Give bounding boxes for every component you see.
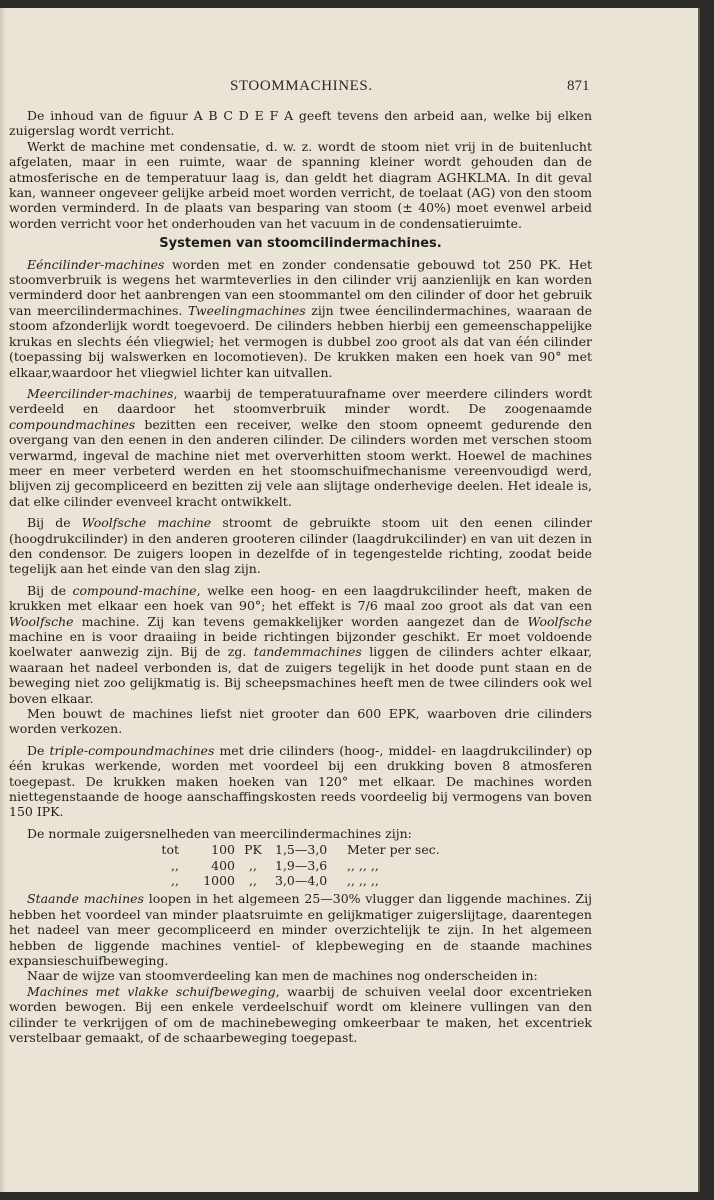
row-power: 400 bbox=[211, 857, 235, 873]
row-prefix: ,, bbox=[171, 857, 179, 873]
text-run: stroomt de gebruikte stoom uit den eenen cilinder (hoogdrukcilinder) in den anderen grooteren cilinder (laagdrukcilinder) en van uit dezen in den condensor. De zuigers loopen in dezelfde of in tegengestelde richting, zoodat beide tegelijk aan het einde van den slag zijn. bbox=[9, 515, 593, 577]
table-row bbox=[9, 858, 592, 873]
paragraph-figure-work: De inhoud van de figuur A B C D E F A geeft tevens den arbeid aan, welke bij elken zuigerslag wordt verricht. bbox=[9, 108, 592, 139]
page-number: 871 bbox=[567, 78, 590, 94]
text-run: machine. Zij kan tevens gemakkelijker worden aangezet dan de bbox=[73, 613, 528, 629]
page-gutter bbox=[0, 8, 6, 1192]
text-run: machine en is voor draaiing in beide richtingen bijzonder geschikt. Er moet voldoende koelwater aanwezig zijn. Bij de zg. bbox=[9, 629, 592, 660]
row-suffix: Meter per sec. bbox=[347, 842, 440, 858]
paragraph-size: Men bouwt de machines liefst niet grooter dan 600 EPK, waarboven drie cilinders worden verkozen. bbox=[9, 706, 592, 737]
text-run: , waarbij de schuiven veelal door excentrieken worden bewogen. Bij een enkele verdeelschuif wordt om kleinere vullingen van den cilinder te verkrijgen of om de machinebeweging omkeerbaar te maken, het excentriek verstelbaar gemaakt, of de schaarbeweging toegepast. bbox=[9, 983, 592, 1046]
text-run: De bbox=[27, 742, 50, 758]
term-woolfsche: Woolfsche bbox=[9, 613, 74, 629]
paragraph-single-cylinder bbox=[9, 257, 592, 380]
paragraph-triple bbox=[9, 743, 592, 820]
term-triple: triple-compoundmachines bbox=[49, 742, 215, 758]
term-multi-cylinder: Meercilinder-machines bbox=[27, 385, 174, 401]
text-run: zijn twee éencilindermachines, waaraan de stoom afzonderlijk wordt toegevoerd. De cilinders hebben hierbij een gemeenschappelijke krukas en slechts één vliegwiel; het vermogen is dubbel zoo groot als dat van één cilinder (toepassing bij walswerken en locomotieven). De krukken maken een hoek van 90° met elkaar,waardoor het vliegwiel lichter kan uitvallen. bbox=[9, 302, 592, 380]
term-compound-machine: compound-machine bbox=[72, 582, 197, 598]
term-compound: compoundmachines bbox=[9, 416, 136, 432]
term-woolf: Woolfsche machine bbox=[81, 515, 212, 531]
term-single-cylinder: Eéncilinder-machines bbox=[27, 256, 165, 272]
row-range: 3,0—4,0 bbox=[275, 873, 328, 889]
text-run: met drie cilinders (hoog-, middel- en laagdrukcilinder) op één krukas werkende, worden met voordeel bij een drukking boven 8 atmosferen toegepast. De krukken maken hoeken van 120° met elkaar. De machines worden niettegenstaande de hooge aanschaffingskosten reeds voordeelig bij vermogens van boven 150 IPK. bbox=[9, 742, 592, 820]
running-header bbox=[0, 78, 698, 102]
paragraph-condensation: Werkt de machine met condensatie, d. w. z. wordt de stoom niet vrij in de buitenlucht afgelaten, maar in een ruimte, waar de spanning kleiner wordt gehouden dan de atmosferische en de temperatuur laag is, dan geldt het diagram AGHKLMA. In dit geval kan, wanneer ongeveer gelijke arbeid moet worden verricht, de toelaat (AG) von den stoom worden verminderd. In de plaats van besparing van stoom (± 40%) moet evenwel arbeid worden verricht voor het onderhouden van het vacuum in de condensatieruimte. bbox=[9, 138, 592, 231]
text-run: liggen de cilinders achter elkaar, waaraan het nadeel verbonden is, dat de zuigers tegelijk in het doode punt staan en de beweging niet zoo gelijkmatig is. Bij scheepsmachines heeft men de twee cilinders ook wel boven elkaar. bbox=[9, 644, 592, 706]
row-prefix: tot bbox=[161, 842, 179, 858]
section-heading: Systemen van stoomcilindermachines. bbox=[159, 236, 442, 252]
paragraph-distribution: Naar de wijze van stoomverdeeling kan men de machines nog onderscheiden in: bbox=[27, 968, 538, 984]
paragraph-speeds-intro: De normale zuigersnelheden van meercilindermachines zijn: bbox=[27, 825, 412, 841]
row-suffix: ,, ,, ,, bbox=[347, 857, 379, 873]
row-power: 100 bbox=[211, 842, 235, 858]
term-woolfsche-2: Woolfsche bbox=[527, 613, 592, 629]
text-run: worden met en zonder condensatie gebouwd tot 250 PK. Het stoomverbruik is wegens het warmteverlies in den cilinder vrij aanzienlijk en kan worden verminderd door het aanbrengen van een stoommantel om den cilinder of door het gebruik van meercilindermachines. bbox=[9, 256, 592, 318]
row-unit: PK bbox=[244, 842, 262, 858]
text-run: bezitten een receiver, welke den stoom opneemt gedurende den overgang van den eenen in den anderen cilinder. De cilinders worden met verschen stoom verwarmd, ingeval de machine niet met oververhitten stoom werkt. Hoewel de machines meer en meer verbeterd werden en het stoomschuifmechanisme vereenvoudigd werd, blijven zij gecompliceerd en bezitten zij vele aan slijtage onderhevige deelen. Het ideale is, dat elke cilinder evenveel kracht ontwikkelt. bbox=[9, 416, 592, 509]
paragraph-multi-cylinder bbox=[9, 386, 592, 509]
running-title: STOOMMACHINES. bbox=[230, 78, 373, 94]
body-text bbox=[9, 108, 592, 1046]
row-range: 1,9—3,6 bbox=[275, 857, 328, 873]
text-run: Bij de bbox=[27, 582, 73, 598]
text-run: Bij de bbox=[27, 515, 82, 531]
term-standing: Staande machines bbox=[27, 891, 144, 907]
speed-table bbox=[9, 842, 592, 888]
table-row bbox=[9, 873, 592, 888]
row-unit: ,, bbox=[249, 873, 257, 889]
paragraph-compound bbox=[9, 583, 592, 706]
row-prefix: ,, bbox=[171, 873, 179, 889]
term-twin: Tweelingmachines bbox=[187, 302, 306, 318]
term-tandem: tandemmachines bbox=[253, 644, 362, 660]
table-row bbox=[9, 842, 592, 857]
row-power: 1000 bbox=[203, 873, 235, 889]
row-suffix: ,, ,, ,, bbox=[347, 873, 379, 889]
paragraph-standing bbox=[9, 891, 592, 968]
text-run: , welke een hoog- en een laagdrukcilinder heeft, maken de krukken met elkaar een hoek van 90°; het effekt is 7/6 maal zoo groot als dat van een bbox=[9, 582, 593, 614]
paragraph-flat-slide bbox=[9, 984, 592, 1046]
text-run: loopen in het algemeen 25—30% vlugger dan liggende machines. Zij hebben het voordeel van minder plaatsruimte en gelijkmatiger zuigerslijtage, daarentegen het nadeel van meer gecompliceerd en minder overzichtelijk te zijn. In het algemeen hebben de liggende machines ventiel- of klepbeweging en de staande machines expansieschuifbeweging. bbox=[9, 891, 592, 969]
row-unit: ,, bbox=[249, 857, 257, 873]
book-page bbox=[0, 8, 698, 1192]
paragraph-woolf bbox=[9, 515, 592, 577]
row-range: 1,5—3,0 bbox=[275, 842, 328, 858]
term-flat-slide: Machines met vlakke schuifbeweging bbox=[27, 983, 276, 999]
text-run: , waarbij de temperatuurafname over meerdere cilinders wordt verdeeld en daardoor het stoomverbruik minder wordt. De zoogenaamde bbox=[9, 385, 592, 417]
